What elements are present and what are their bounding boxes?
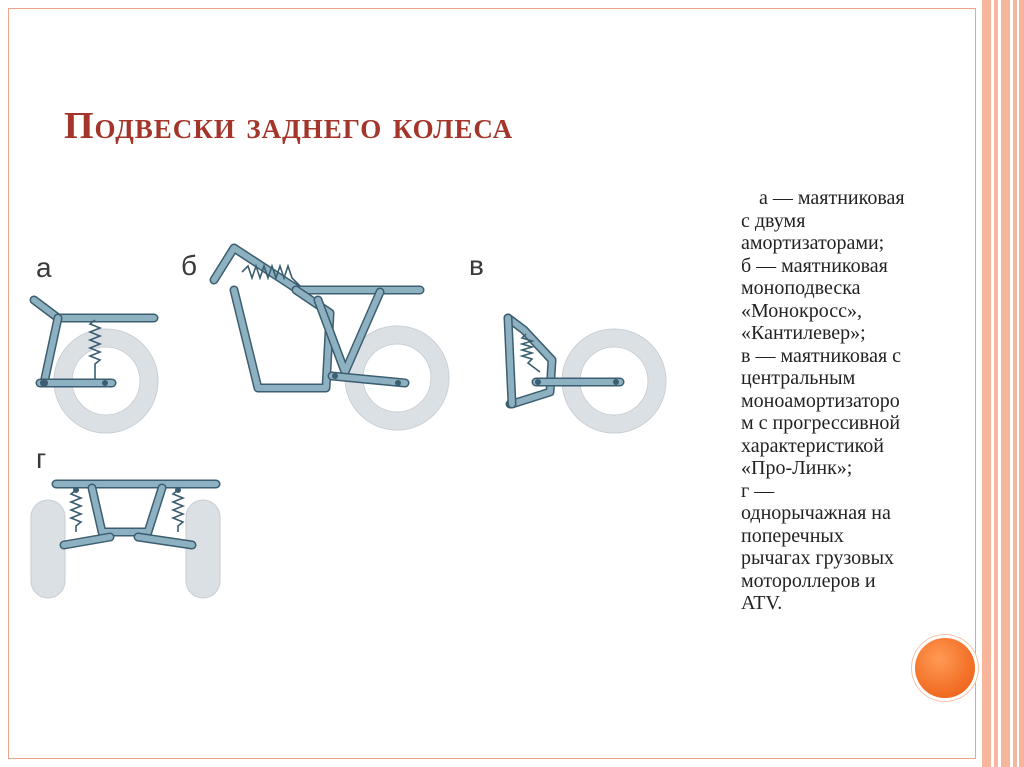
accent-circle <box>915 638 975 698</box>
diagram-b <box>214 248 449 430</box>
diagram-v <box>508 318 666 433</box>
description-line: «Про-Линк»; <box>741 457 853 479</box>
description-line: рычагах грузовых <box>741 547 895 569</box>
label-a: а <box>36 252 52 283</box>
description-line: «Кантилевер»; <box>741 322 866 344</box>
description-text <box>741 187 976 615</box>
description-line: в — маятниковая с <box>741 344 902 367</box>
description-line: центральным <box>741 367 856 389</box>
description-line: однорычажная на <box>741 502 891 524</box>
description-line: моноамортизаторо <box>741 389 900 412</box>
label-b: б <box>181 250 198 281</box>
decorative-stripes <box>980 0 1024 767</box>
description-line: моноподвеска <box>741 277 861 299</box>
diagram-a <box>34 300 158 433</box>
description-line: а — маятниковая <box>759 187 905 209</box>
description-line: с двумя <box>741 209 806 232</box>
description-line: амортизаторами; <box>741 232 885 254</box>
slide-title: Подвески заднего колеса <box>64 105 514 147</box>
label-v: в <box>469 250 484 281</box>
description-line: ATV. <box>741 592 783 614</box>
diagram-g <box>31 484 220 598</box>
description-line: поперечных <box>741 524 844 547</box>
description-line: «Монокросс», <box>741 299 862 322</box>
label-g: г <box>36 443 47 474</box>
description-line: мотороллеров и <box>741 569 876 592</box>
description-line: м с прогрессивной <box>741 412 901 434</box>
description-line: г — <box>741 479 775 502</box>
description-line: характеристикой <box>741 434 884 457</box>
description-line: б — маятниковая <box>741 254 888 277</box>
